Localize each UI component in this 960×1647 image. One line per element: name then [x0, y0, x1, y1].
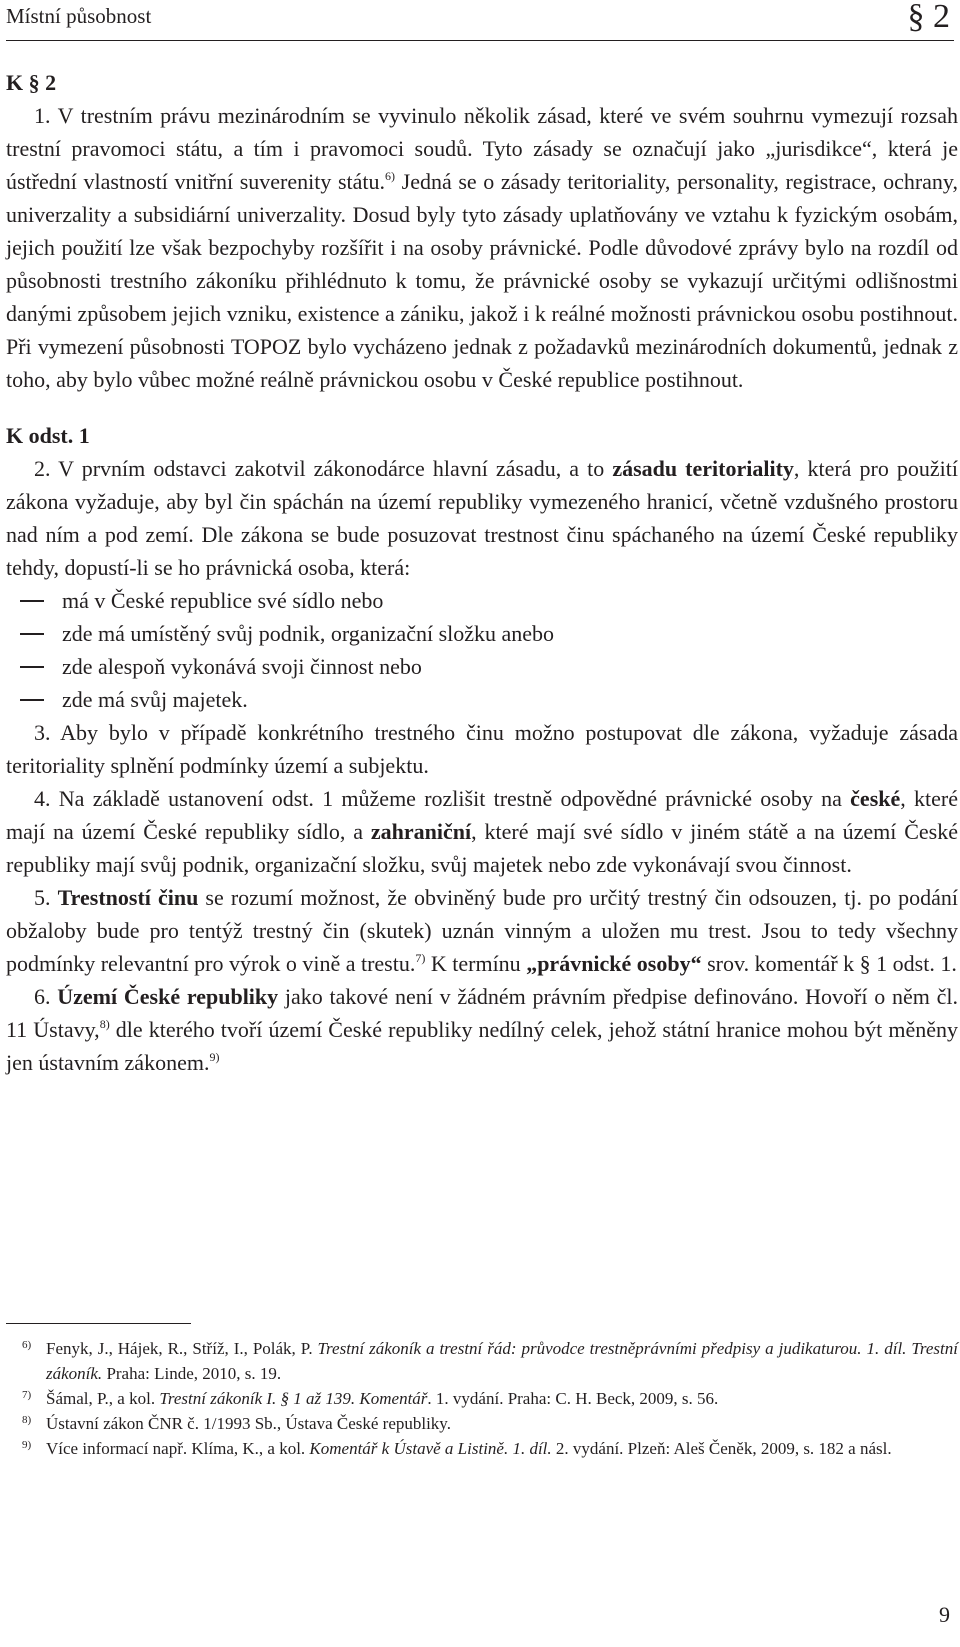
- footnotes: [6, 1336, 958, 1461]
- p4-text-b: , které mají na území České republiky sídlo, a: [6, 786, 959, 844]
- footnote-ref-7: 7): [415, 951, 426, 965]
- footnote-text: Praha: Linde, 2010, s. 19.: [102, 1364, 282, 1383]
- paragraph-4: [6, 782, 958, 881]
- p4-text-c: , které mají své sídlo v jiném státě a na území České republiky mají svůj podnik, organizační složku, svůj majetek nebo zde vykonávají svou činnost.: [6, 819, 958, 877]
- p4-bold-a: české: [850, 786, 901, 811]
- paragraph-5: [6, 881, 958, 980]
- list-item: má v České republice své sídlo nebo: [6, 584, 958, 617]
- p6-text-b: jako takové není v žádném právním předpise definováno. Hovoří o něm čl. 11 Ústavy,: [6, 984, 958, 1042]
- footnote-italic: Komentář k Ústavě a Listině. 1. díl.: [309, 1439, 552, 1458]
- paragraph-2: [6, 452, 958, 584]
- p6-text-a: 6.: [34, 984, 58, 1009]
- list-item: zde alespoň vykonává svoji činnost nebo: [6, 650, 958, 683]
- footnote: [6, 1336, 958, 1386]
- p5-text-b: se rozumí možnost, že obviněný bude pro určitý trestný čin odsouzen, tj. po podání obžaloby bude pro tentýž trestný čin (skutek) uznán vinným a uložen mu trest. Jsou to tedy všechny podmínky relevantní pro výrok o vině a trestu.: [6, 885, 958, 976]
- running-title: Místní působnost: [6, 4, 152, 28]
- footnote: [6, 1386, 958, 1411]
- footnote-mark: 9): [22, 1439, 32, 1451]
- footnote-text: Šámal, P., a kol.: [46, 1389, 160, 1408]
- paragraph-1: [6, 99, 958, 396]
- footnote-text: . 1. vydání. Praha: C. H. Beck, 2009, s. 56.: [427, 1389, 719, 1408]
- footnote: [6, 1436, 958, 1461]
- heading-section: K § 2: [6, 70, 57, 95]
- p2-text-a: 2. V prvním odstavci zakotvil zákonodárce hlavní zásadu, a to: [34, 456, 613, 481]
- footnote-mark: 8): [22, 1414, 32, 1426]
- p1-text-b: Jedná se o zásady teritoriality, personality, registrace, ochrany, univerzality a subsidiární univerzality. Dosud byly tyto zásady uplatňovány ve vztahu k fyzickým osobám, jejich použití lze však bezpochyby rozšířit i na osoby právnické. Podle důvodové zprávy bylo na rozdíl od působnosti trestního zákoníku přihlédnuto k tomu, že právnické osoby se vykazují určitými odlišnostmi danými způsobem jejich vzniku, existence a zániku, jakož i k reálné možnosti právnickou osobu postihnout. Při vymezení působnosti TOPOZ bylo vycházeno jednak z požadavků mezinárodních dokumentů, jednak z toho, aby bylo vůbec možné reálně právnickou osobu v České republice postihnout.: [6, 169, 958, 392]
- footnote-mark: 6): [22, 1339, 32, 1351]
- paragraph-6: [6, 980, 958, 1079]
- footnote-mark: 7): [22, 1389, 32, 1401]
- footnote: [6, 1411, 958, 1436]
- footnote-ref-9: 9): [209, 1050, 220, 1064]
- footnote-ref-8: 8): [99, 1017, 110, 1031]
- main-text: [6, 66, 958, 1079]
- page-number: 9: [939, 1602, 950, 1627]
- condition-list: [6, 584, 958, 716]
- p6-bold: Území České republiky: [57, 984, 279, 1009]
- paragraph-3: 3. Aby bylo v případě konkrétního trestného činu možno postupovat dle zákona, vyžaduje zásada teritoriality splnění podmínky území a subjektu.: [6, 720, 958, 778]
- footnote-text: 2. vydání. Plzeň: Aleš Čeněk, 2009, s. 182 a násl.: [551, 1439, 892, 1458]
- p2-text-b: , která pro použití zákona vyžaduje, aby byl čin spáchán na území republiky vymezeného hranicí, včetně vzdušného prostoru nad ním a pod zemí. Dle zákona se bude posuzovat trestnost činu spáchaného na území České republiky tehdy, dopustí-li se ho právnická osoba, která:: [6, 456, 958, 580]
- footnote-text: Více informací např. Klíma, K., a kol.: [46, 1439, 310, 1458]
- footnote-text: Ústavní zákon ČNR č. 1/1993 Sb., Ústava České republiky.: [46, 1414, 451, 1433]
- footnote-text: Fenyk, J., Hájek, R., Stříž, I., Polák, P.: [46, 1339, 318, 1358]
- p5-text-a: 5.: [34, 885, 58, 910]
- p5-text-d: srov. komentář k § 1 odst. 1.: [701, 951, 957, 976]
- footnote-separator: [6, 1323, 191, 1324]
- p4-text-a: 4. Na základě ustanovení odst. 1 můžeme rozlišit trestně odpovědné právnické osoby na: [34, 786, 851, 811]
- footnote-italic: Trestní zákoník a trestní řád: průvodce trestněprávními předpisy a judikaturou. 1. díl. Trestní zákoník.: [46, 1339, 958, 1383]
- footnote-ref-6: 6): [385, 169, 396, 183]
- heading-subsection: K odst. 1: [6, 423, 90, 448]
- list-item: zde má svůj majetek.: [6, 683, 958, 716]
- section-number: § 2: [907, 0, 950, 35]
- p5-bold-a: Trestností činu: [57, 885, 199, 910]
- p1-text-a: 1. V trestním právu mezinárodním se vyvinulo několik zásad, které ve svém souhrnu vymezují rozsah trestní pravomoci státu, a tím i pravomoci soudů. Tyto zásady se označují jako „jurisdikce“, která je ústřední vlastností vnitřní suverenity státu.: [6, 103, 958, 194]
- p5-bold-b: „právnické osoby“: [526, 951, 702, 976]
- p6-text-c: dle kterého tvoří území České republiky nedílný celek, jehož státní hranice mohou být měněny jen ústavním zákonem.: [6, 1017, 958, 1075]
- p2-bold: zásadu teritoriality: [612, 456, 794, 481]
- running-header: [6, 0, 954, 41]
- list-item: zde má umístěný svůj podnik, organizační složku anebo: [6, 617, 958, 650]
- p5-text-c: K termínu: [425, 951, 527, 976]
- footnote-italic: Trestní zákoník I. § 1 až 139. Komentář: [159, 1389, 428, 1408]
- p4-bold-b: zahraniční: [370, 819, 472, 844]
